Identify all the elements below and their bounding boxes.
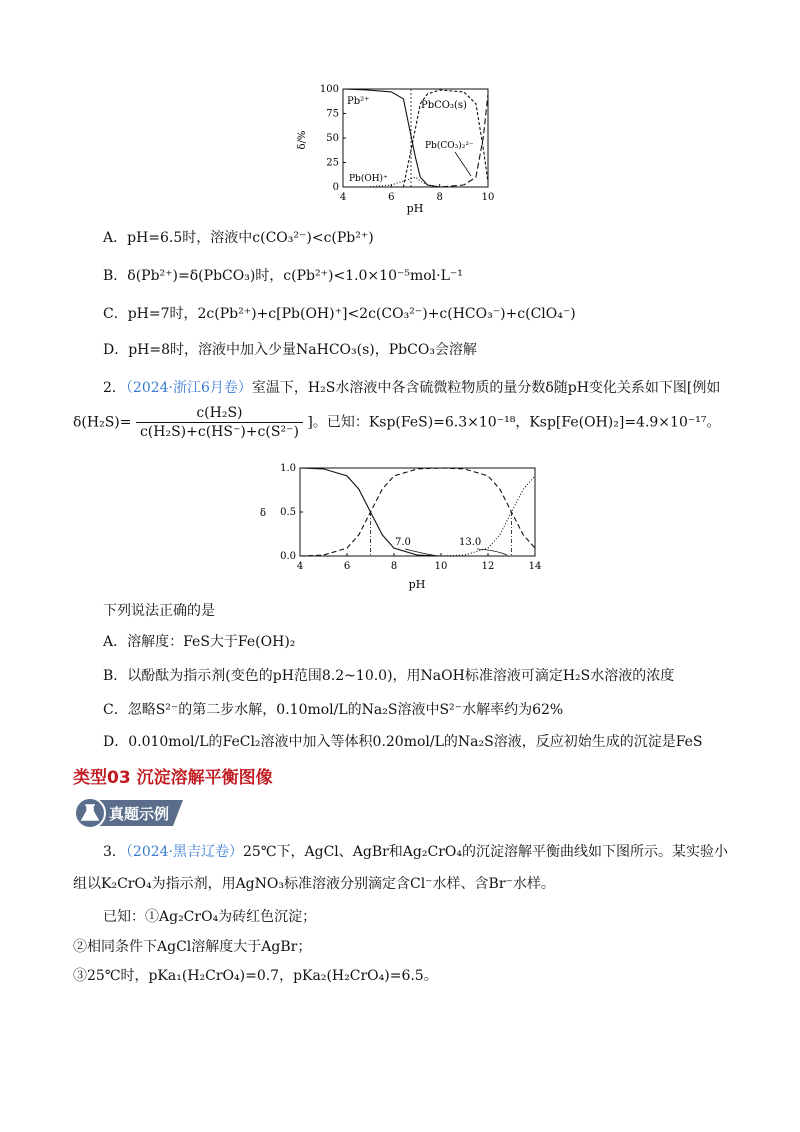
y-tick-label: 75: [326, 108, 339, 120]
q3-known3: ③25℃时，pKa₁(H₂CrO₄)=0.7，pKa₂(H₂CrO₄)=6.5。: [73, 968, 438, 984]
q1-option-b: B．δ(Pb²⁺)=δ(PbCO₃)时，c(Pb²⁺)<1.0×10⁻⁵mol·L⁻¹: [103, 268, 463, 284]
q2-frac-num: c(H₂S): [136, 404, 303, 423]
series-line-h2s: [300, 468, 535, 556]
x-tick-label: 4: [339, 192, 347, 203]
q2-lhs: δ(H₂S)=: [73, 414, 132, 431]
chart2-annot-7: 7.0: [395, 537, 411, 548]
q2-number: 2．: [103, 380, 126, 396]
y-tick-label: 100: [319, 84, 339, 95]
y-tick-label: 0.0: [280, 551, 296, 562]
badge-label: 真题示例: [109, 805, 170, 823]
q3-source: （2024·黑吉辽卷）: [125, 844, 244, 860]
q3-stem1: 25℃下，AgCl、AgBr和Ag₂CrO₄的沉淀溶解平衡曲线如下图所示。某实验小: [243, 844, 728, 860]
y-tick-label: 1.0: [280, 463, 296, 474]
q1-option-c: C．pH=7时，2c(Pb²⁺)+c[Pb(OH)⁺]<2c(CO₃²⁻)+c(HCO₃⁻)+c(ClO₄⁻): [103, 306, 576, 322]
y-tick-label: 50: [326, 133, 339, 144]
h2s-species-chart: [255, 458, 550, 596]
x-tick-label: 6: [343, 561, 351, 572]
q2-stem1: 室温下，H₂S水溶液中各含硫微粒物质的量分数δ随pH变化关系如下图[例如: [251, 380, 721, 396]
chart2-frame: [300, 468, 535, 556]
y-tick-label: 0: [332, 182, 339, 193]
chart2-xlabel: pH: [408, 578, 426, 591]
x-tick-label: 12: [481, 561, 495, 572]
q2-formula-line: [73, 404, 720, 441]
chart1-ylabel: δ/%: [297, 130, 308, 150]
q2-prompt: 下列说法正确的是: [103, 603, 215, 619]
chart2-annot-13: 13.0: [459, 537, 482, 548]
q2-stem-line1: [103, 378, 720, 398]
q2-option-b: B．以酚酞为指示剂(变色的pH范围8.2~10.0)，用NaOH标准溶液可滴定H₂S水溶液的浓度: [103, 668, 675, 684]
y-tick-label: 0.5: [280, 507, 296, 518]
q3-stem-line1: [103, 842, 728, 862]
q2-option-a: A．溶解度：FeS大于Fe(OH)₂: [103, 634, 296, 650]
q3-known2: ②相同条件下AgCl溶解度大于AgBr；: [73, 939, 312, 955]
series-line-hs-: [300, 468, 535, 556]
pb-species-chart: [295, 80, 505, 220]
chart1-xlabel: pH: [406, 202, 424, 215]
series-line-s2-: [300, 476, 535, 556]
x-tick-label: 4: [296, 561, 304, 572]
q2-stem2: ]。已知：Ksp(FeS)=6.3×10⁻¹⁸，Ksp[Fe(OH)₂]=4.9×10⁻¹⁷。: [307, 414, 721, 431]
q3-known1: 已知：①Ag₂CrO₄为砖红色沉淀；: [103, 909, 317, 925]
chart1-label-pb2: Pb²⁺: [347, 96, 370, 107]
q3-stem2: 组以K₂CrO₄为指示剂，用AgNO₃标准溶液分别滴定含Cl⁻水样、含Br⁻水样。: [73, 876, 555, 892]
section-title: 类型03 沉淀溶解平衡图像: [73, 768, 273, 788]
q3-number: 3．: [103, 844, 126, 860]
q2-source: （2024·浙江6月卷）: [125, 380, 252, 396]
x-tick-label: 8: [390, 561, 398, 572]
chart1-label-pbco32: Pb(CO₃)₂²⁻: [425, 141, 474, 151]
chart1-label-pboh: Pb(OH)⁺: [349, 174, 388, 184]
chart2-arrow-13: [477, 549, 507, 555]
q2-option-d: D．0.010mol/L的FeCl₂溶液中加入等体积0.20mol/L的Na₂S溶液，反应初始生成的沉淀是FeS: [103, 734, 703, 750]
x-tick-label: 10: [481, 192, 495, 203]
x-tick-label: 10: [434, 561, 448, 572]
x-tick-label: 14: [528, 561, 542, 572]
q2-option-c: C．忽略S²⁻的第二步水解，0.10mol/L的Na₂S溶液中S²⁻水解率约为62%: [103, 702, 564, 718]
chart2-ylabel: δ: [259, 508, 267, 519]
q1-option-d: D．pH=8时，溶液中加入少量NaHCO₃(s)，PbCO₃会溶解: [103, 342, 477, 358]
section-badge: [73, 796, 193, 830]
chart1-arrow: [455, 152, 471, 176]
q2-fraction: [136, 404, 303, 441]
y-tick-label: 25: [326, 157, 339, 169]
x-tick-label: 8: [436, 192, 443, 203]
q2-frac-den: c(H₂S)+c(HS⁻)+c(S²⁻): [139, 424, 299, 440]
q1-option-a: A．pH=6.5时，溶液中c(CO₃²⁻)<c(Pb²⁺): [103, 230, 374, 246]
chart1-label-pbco3: PbCO₃(s): [421, 100, 467, 111]
x-tick-label: 6: [388, 192, 395, 203]
